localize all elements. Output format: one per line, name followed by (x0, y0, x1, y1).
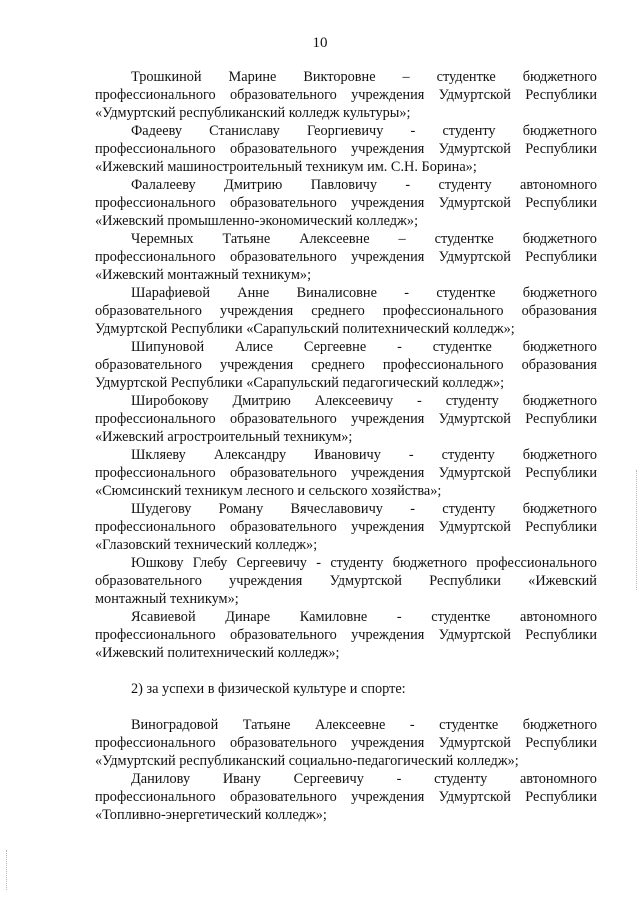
paragraph-line: «Сюмсинский техникум лесного и сельского хозяйства»; (95, 483, 442, 499)
section-heading: 2) за успехи в физической культуре и спорте: (131, 681, 406, 697)
paragraph-line: «Ижевский агростроительный техникум»; (95, 429, 353, 445)
paragraph-line: Удмуртской Республики «Сарапульский педагогический колледж»; (95, 375, 505, 391)
paragraph-line: «Ижевский машиностроительный техникум им. С.Н. Борина»; (95, 159, 477, 175)
paragraph-first-line: Широбокову Дмитрию Алексеевичу - студенту бюджетного (131, 393, 597, 409)
paragraph-first-line: Шкляеву Александру Ивановичу - студенту бюджетного (131, 447, 597, 463)
paragraph-line: «Глазовский технический колледж»; (95, 537, 318, 553)
paragraph-first-line: Трошкиной Марине Викторовне – студентке бюджетного (131, 69, 597, 85)
paragraph-line: образовательного учреждения среднего профессионального образования (95, 303, 597, 319)
award-paragraph (95, 446, 597, 500)
scan-margin-marks-left (4, 850, 7, 890)
paragraph-line: профессионального образовательного учреждения Удмуртской Республики (95, 411, 597, 427)
paragraph-line: профессионального образовательного учреждения Удмуртской Республики (95, 87, 597, 103)
paragraph-line: профессионального образовательного учреждения Удмуртской Республики (95, 249, 597, 265)
paragraph-line: «Удмуртский республиканский колледж культуры»; (95, 105, 411, 121)
award-paragraph (95, 500, 597, 554)
document-body (95, 68, 597, 824)
award-list-sport (95, 716, 597, 824)
paragraph-line: «Ижевский промышленно-экономический колледж»; (95, 213, 419, 229)
award-paragraph (95, 284, 597, 338)
paragraph-line: «Топливно-энергетический колледж»; (95, 807, 327, 823)
paragraph-first-line: Фадееву Станиславу Георгиевичу - студенту бюджетного (131, 123, 597, 139)
award-paragraph (95, 338, 597, 392)
paragraph-first-line: Фалалееву Дмитрию Павловичу - студенту автономного (131, 177, 597, 193)
paragraph-line: профессионального образовательного учреждения Удмуртской Республики (95, 519, 597, 535)
paragraph-line: профессионального образовательного учреждения Удмуртской Республики (95, 627, 597, 643)
award-paragraph (95, 608, 597, 662)
paragraph-first-line: Данилову Ивану Сергеевичу - студенту автономного (131, 771, 597, 787)
paragraph-first-line: Юшкову Глебу Сергеевичу - студенту бюджетного профессионального (131, 555, 597, 571)
award-paragraph (95, 176, 597, 230)
paragraph-line: образовательного учреждения Удмуртской Республики «Ижевский (95, 573, 597, 589)
award-list-culture (95, 68, 597, 662)
award-paragraph (95, 122, 597, 176)
paragraph-line: «Удмуртский республиканский социально-педагогический колледж»; (95, 753, 519, 769)
paragraph-line: профессионального образовательного учреждения Удмуртской Республики (95, 465, 597, 481)
award-paragraph (95, 68, 597, 122)
award-paragraph (95, 392, 597, 446)
award-paragraph (95, 554, 597, 608)
paragraph-first-line: Ясавиевой Динаре Камиловне - студентке автономного (131, 609, 597, 625)
paragraph-line: профессионального образовательного учреждения Удмуртской Республики (95, 195, 597, 211)
award-paragraph (95, 770, 597, 824)
paragraph-first-line: Шудегову Роману Вячеславовичу - студенту бюджетного (131, 501, 597, 517)
paragraph-first-line: Шипуновой Алисе Сергеевне - студентке бюджетного (131, 339, 597, 355)
paragraph-line: профессионального образовательного учреждения Удмуртской Республики (95, 789, 597, 805)
award-paragraph (95, 230, 597, 284)
paragraph-line: профессионального образовательного учреждения Удмуртской Республики (95, 735, 597, 751)
paragraph-first-line: Черемных Татьяне Алексеевне – студентке бюджетного (131, 231, 597, 247)
paragraph-first-line: Шарафиевой Анне Виналисовне - студентке бюджетного (131, 285, 597, 301)
paragraph-line: Удмуртской Республики «Сарапульский политехнический колледж»; (95, 321, 515, 337)
paragraph-line: монтажный техникум»; (95, 591, 239, 607)
scan-margin-marks (634, 470, 637, 590)
paragraph-first-line: Виноградовой Татьяне Алексеевне - студентке бюджетного (131, 717, 597, 733)
award-paragraph (95, 716, 597, 770)
paragraph-line: «Ижевский монтажный техникум»; (95, 267, 312, 283)
paragraph-line: профессионального образовательного учреждения Удмуртской Республики (95, 141, 597, 157)
paragraph-line: образовательного учреждения среднего профессионального образования (95, 357, 597, 373)
page-number: 10 (312, 35, 328, 51)
paragraph-line: «Ижевский политехнический колледж»; (95, 645, 340, 661)
